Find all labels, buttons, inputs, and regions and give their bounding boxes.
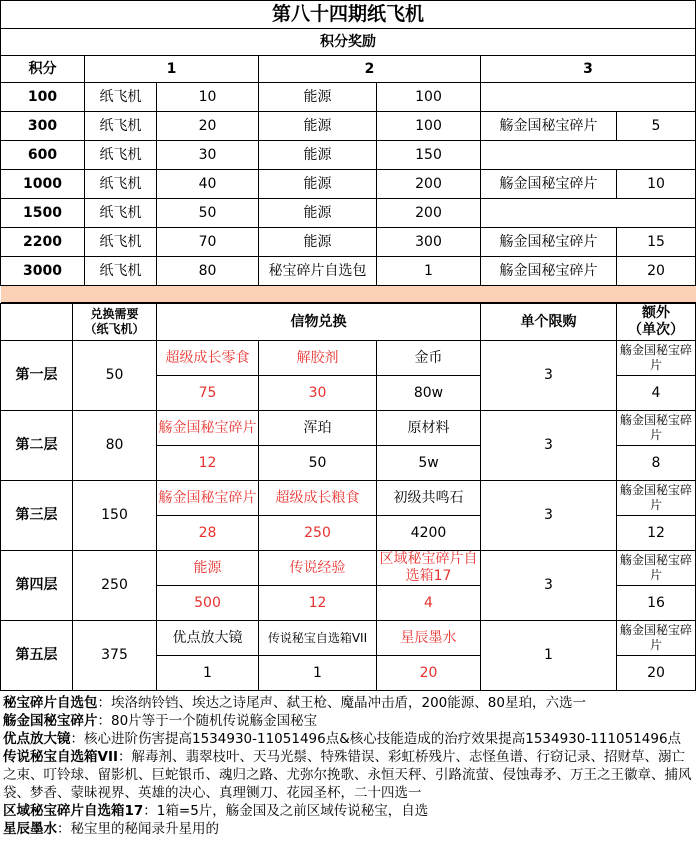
note-line	[3, 748, 693, 802]
reward-item: 纸飞机	[85, 170, 157, 199]
section-separator	[1, 286, 696, 303]
points-row	[1, 170, 696, 199]
note-line	[3, 694, 693, 712]
points-section-title: 积分奖励	[1, 29, 696, 56]
extra-item: 觞金国秘宝碎片	[617, 481, 696, 516]
exchange-item: 原材料	[377, 411, 481, 446]
header-cost: 兑换需要 （纸飞机）	[73, 304, 157, 341]
extra-item: 觞金国秘宝碎片	[617, 551, 696, 586]
reward-item: 能源	[259, 199, 377, 228]
points-row	[1, 83, 696, 112]
points-value: 3000	[1, 257, 85, 286]
reward-qty: 80	[157, 257, 259, 286]
note-key: 觞金国秘宝碎片	[3, 713, 98, 729]
exchange-item: 传说秘宝自选箱VII	[259, 621, 377, 656]
reward-item: 纸飞机	[85, 228, 157, 257]
note-key: 区域秘宝碎片自选箱17	[3, 803, 144, 819]
points-value: 2200	[1, 228, 85, 257]
exchange-item: 星辰墨水	[377, 621, 481, 656]
exchange-table	[0, 303, 696, 691]
exchange-qty: 12	[157, 446, 259, 481]
reward-qty: 15	[617, 228, 696, 257]
header-reward-2: 2	[259, 56, 481, 83]
reward-qty: 10	[617, 170, 696, 199]
exchange-qty: 1	[259, 656, 377, 691]
exchange-item: 浑珀	[259, 411, 377, 446]
reward-qty: 200	[377, 199, 481, 228]
exchange-qty: 28	[157, 516, 259, 551]
exchange-qty: 250	[259, 516, 377, 551]
exchange-item: 能源	[157, 551, 259, 586]
reward-item: 觞金国秘宝碎片	[481, 112, 617, 141]
reward-item: 觞金国秘宝碎片	[481, 257, 617, 286]
exchange-item: 超级成长粮食	[259, 481, 377, 516]
reward-qty: 1	[377, 257, 481, 286]
exchange-qty: 12	[259, 586, 377, 621]
points-row	[1, 112, 696, 141]
reward-item: 纸飞机	[85, 141, 157, 170]
header-limit: 单个限购	[481, 304, 617, 341]
note-line	[3, 712, 693, 730]
exchange-qty: 75	[157, 376, 259, 411]
points-value: 1000	[1, 170, 85, 199]
points-reward-table	[0, 0, 696, 303]
tier-label: 第二层	[1, 411, 73, 481]
tier-label: 第三层	[1, 481, 73, 551]
tier-limit: 3	[481, 411, 617, 481]
reward-qty: 40	[157, 170, 259, 199]
reward-item: 能源	[259, 170, 377, 199]
header-points: 积分	[1, 56, 85, 83]
tier-limit: 3	[481, 341, 617, 411]
header-tier-blank	[1, 304, 73, 341]
header-extra: 额外 （单次）	[617, 304, 696, 341]
reward-item: 能源	[259, 83, 377, 112]
tier-limit: 3	[481, 481, 617, 551]
extra-item: 觞金国秘宝碎片	[617, 411, 696, 446]
notes-section	[0, 691, 695, 838]
note-line	[3, 730, 693, 748]
reward-qty: 50	[157, 199, 259, 228]
tier-cost: 80	[73, 411, 157, 481]
note-line	[3, 820, 693, 838]
reward-qty: 20	[157, 112, 259, 141]
exchange-qty: 5w	[377, 446, 481, 481]
reward-empty	[481, 83, 696, 112]
exchange-item: 传说经验	[259, 551, 377, 586]
exchange-qty: 500	[157, 586, 259, 621]
reward-item: 能源	[259, 112, 377, 141]
reward-qty: 100	[377, 83, 481, 112]
tier-cost: 375	[73, 621, 157, 691]
note-text: ：核心进阶伤害提高1534930-11051496点&核心技能造成的治疗效果提高1534930-111051496点	[70, 731, 682, 747]
exchange-item: 优点放大镜	[157, 621, 259, 656]
tier-cost: 50	[73, 341, 157, 411]
exchange-qty: 1	[157, 656, 259, 691]
points-value: 1500	[1, 199, 85, 228]
reward-qty: 20	[617, 257, 696, 286]
page-title: 第八十四期纸飞机	[1, 1, 696, 29]
exchange-item: 解胶剂	[259, 341, 377, 376]
header-reward-1: 1	[85, 56, 259, 83]
reward-item: 纸飞机	[85, 257, 157, 286]
exchange-qty: 50	[259, 446, 377, 481]
points-value: 300	[1, 112, 85, 141]
exchange-item: 初级共鸣石	[377, 481, 481, 516]
reward-item: 纸飞机	[85, 199, 157, 228]
reward-qty: 5	[617, 112, 696, 141]
extra-item: 觞金国秘宝碎片	[617, 621, 696, 656]
reward-qty: 10	[157, 83, 259, 112]
points-row	[1, 199, 696, 228]
points-row	[1, 141, 696, 170]
note-text: ：80片等于一个随机传说觞金国秘宝	[97, 713, 318, 729]
reward-item: 能源	[259, 141, 377, 170]
note-text: ：秘宝里的秘闻录升星用的	[57, 821, 219, 837]
tier-limit: 1	[481, 621, 617, 691]
exchange-item: 觞金国秘宝碎片	[157, 411, 259, 446]
extra-qty: 4	[617, 376, 696, 411]
reward-qty: 70	[157, 228, 259, 257]
extra-item: 觞金国秘宝碎片	[617, 341, 696, 376]
points-value: 100	[1, 83, 85, 112]
reward-item: 秘宝碎片自选包	[259, 257, 377, 286]
exchange-qty: 4200	[377, 516, 481, 551]
extra-qty: 16	[617, 586, 696, 621]
reward-item: 纸飞机	[85, 112, 157, 141]
exchange-item: 觞金国秘宝碎片	[157, 481, 259, 516]
points-value: 600	[1, 141, 85, 170]
extra-qty: 12	[617, 516, 696, 551]
exchange-qty: 30	[259, 376, 377, 411]
points-row	[1, 257, 696, 286]
tier-label: 第四层	[1, 551, 73, 621]
header-reward-3: 3	[481, 56, 696, 83]
reward-qty: 100	[377, 112, 481, 141]
note-text: ：埃洛纳铃铛、埃达之诗尾声、弑王枪、魔晶冲击盾，200能源、80星珀，六选一	[97, 695, 586, 711]
reward-qty: 300	[377, 228, 481, 257]
reward-item: 觞金国秘宝碎片	[481, 170, 617, 199]
reward-item: 觞金国秘宝碎片	[481, 228, 617, 257]
tier-label: 第五层	[1, 621, 73, 691]
note-text: ：解毒剂、翡翠枝叶、天马光鬃、特殊错误、彩虹桥残片、志怪鱼谱、行窃记录、招财草、溺亡之束、叮铃球、留影机、巨蛇银币、魂归之路、尤弥尔挽歌、永恒天秤、引路流萤、侵蚀毒矛、万王之王徽章、捕风袋、梦香、蒙昧视界、英雄的决心、真理铡刀、花园圣杯，二十四选一	[3, 749, 692, 801]
reward-item: 能源	[259, 228, 377, 257]
exchange-item: 超级成长零食	[157, 341, 259, 376]
reward-empty	[481, 199, 696, 228]
header-items: 信物兑换	[157, 304, 481, 341]
note-text: ：1箱=5片，觞金国及之前区域传说秘宝，自选	[143, 803, 429, 819]
note-key: 星辰墨水	[3, 821, 57, 837]
exchange-qty: 80w	[377, 376, 481, 411]
extra-qty: 8	[617, 446, 696, 481]
tier-cost: 250	[73, 551, 157, 621]
exchange-item: 区域秘宝碎片自选箱17	[377, 551, 481, 586]
points-row	[1, 228, 696, 257]
reward-qty: 200	[377, 170, 481, 199]
tier-label: 第一层	[1, 341, 73, 411]
reward-empty	[481, 141, 696, 170]
note-key: 优点放大镜	[3, 731, 71, 747]
note-key: 秘宝碎片自选包	[3, 695, 98, 711]
reward-item: 纸飞机	[85, 83, 157, 112]
tier-limit: 3	[481, 551, 617, 621]
note-key: 传说秘宝自选箱VII	[3, 749, 118, 765]
note-line	[3, 802, 693, 820]
extra-qty: 20	[617, 656, 696, 691]
exchange-qty: 20	[377, 656, 481, 691]
reward-qty: 150	[377, 141, 481, 170]
exchange-qty: 4	[377, 586, 481, 621]
exchange-item: 金币	[377, 341, 481, 376]
reward-qty: 30	[157, 141, 259, 170]
tier-cost: 150	[73, 481, 157, 551]
